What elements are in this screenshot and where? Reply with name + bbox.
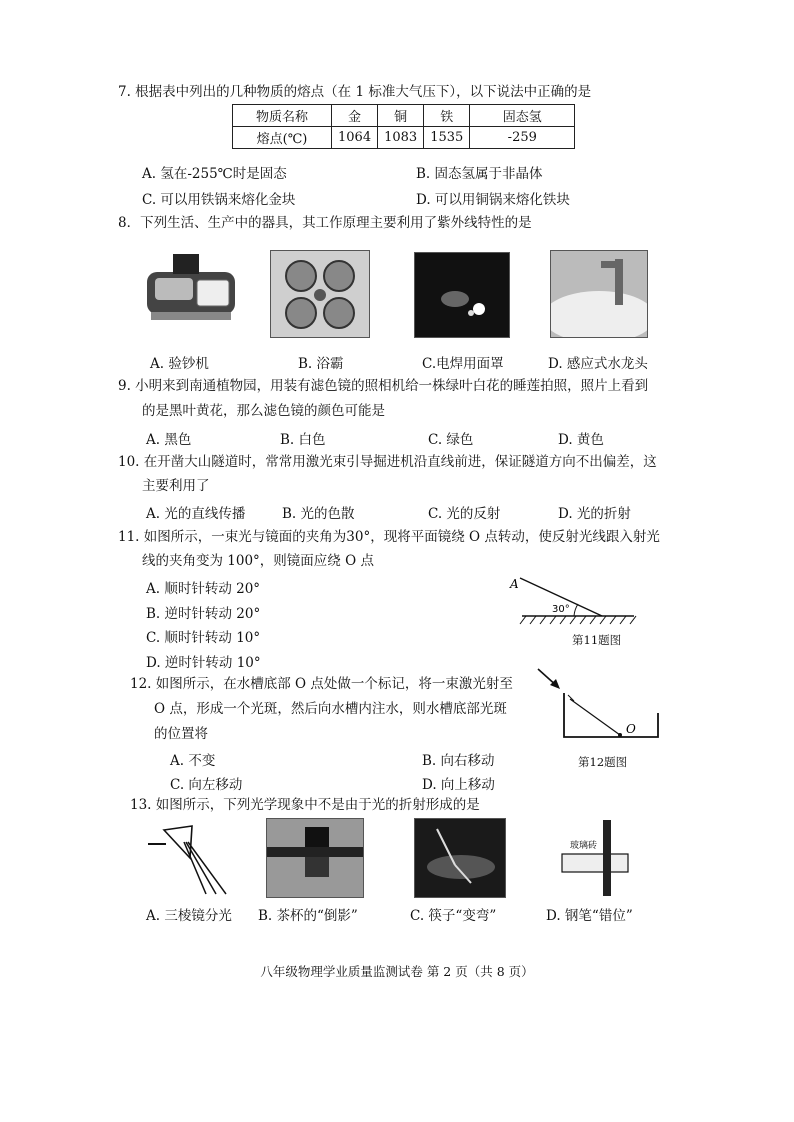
q7-option-b: B. 固态氢属于非晶体 [416, 166, 543, 182]
q10-option-c: C. 光的反射 [428, 506, 501, 522]
q12-option-b: B. 向右移动 [422, 753, 495, 769]
q11-option-c: C. 顺时针转动 10° [146, 630, 261, 646]
q11-option-b: B. 逆时针转动 20° [146, 606, 261, 622]
q7-option-a: A. 氢在-255℃时是固态 [142, 166, 287, 182]
q11-label-angle: 30° [552, 604, 570, 615]
q8-caption-b: B. 浴霸 [298, 356, 344, 372]
q9-option-c: C. 绿色 [428, 432, 474, 448]
q11-line1: 11. 如图所示，一束光与镜面的夹角为30°，现将平面镜绕 O 点转动，使反射光线跟入射光 [118, 529, 660, 545]
table-cell: 1083 [378, 127, 424, 149]
q13-caption-b: B. 茶杯的“倒影” [258, 908, 358, 924]
q9-option-a: A. 黑色 [146, 432, 192, 448]
q12-option-c: C. 向左移动 [170, 777, 243, 793]
banknote-detector-image [137, 250, 245, 334]
q12-line1: 12. 如图所示，在水槽底部 O 点处做一个标记，将一束激光射至 [130, 676, 513, 692]
q12-line3: 的位置将 [154, 726, 208, 742]
table-header-row [233, 105, 575, 127]
q9-line1: 9. 小明来到南通植物园，用装有滤色镜的照相机给一株绿叶白花的睡莲拍照，照片上看到 [118, 378, 649, 394]
table-cell: 物质名称 [233, 105, 332, 127]
prism-dispersion-diagram [146, 818, 242, 898]
q8-caption-d: D. 感应式水龙头 [548, 356, 648, 372]
q10-line1: 10. 在开凿大山隧道时，常常用激光束引导掘进机沿直线前进，保证隧道方向不出偏差，这 [118, 454, 657, 470]
glass-brick-label: 玻璃砖 [570, 841, 598, 851]
q11-figure-caption: 第11题图 [572, 633, 622, 647]
q13-caption-d: D. 钢笔“错位” [546, 908, 633, 924]
faucet-icon [551, 251, 647, 337]
q9-option-d: D. 黄色 [558, 432, 604, 448]
q12-figure-caption: 第12题图 [578, 755, 628, 769]
teacup-icon [267, 819, 363, 897]
q11-label-a: A [510, 577, 519, 591]
q11-option-d: D. 逆时针转动 10° [146, 655, 261, 671]
q12-option-d: D. 向上移动 [422, 777, 495, 793]
welding-spark-icon [415, 253, 509, 337]
q12-label-o: O [626, 722, 636, 736]
welding-mask-image [414, 252, 510, 338]
q11-option-a: A. 顺时针转动 20° [146, 581, 261, 597]
banknote-detector-icon [137, 250, 245, 334]
q10-option-d: D. 光的折射 [558, 506, 631, 522]
table-cell: 铁 [424, 105, 470, 127]
q8-caption-a: A. 验钞机 [150, 356, 209, 372]
pen-glass-brick-diagram [556, 818, 646, 898]
q10-option-b: B. 光的色散 [282, 506, 355, 522]
q12-line2: O 点，形成一个光斑，然后向水槽内注水，则水槽底部光斑 [154, 701, 507, 717]
q7-option-d: D. 可以用铜锅来熔化铁块 [416, 192, 570, 208]
q13-caption-a: A. 三棱镜分光 [146, 908, 232, 924]
table-cell: 1535 [424, 127, 470, 149]
q9-line2: 的是黑叶黄花，那么滤色镜的颜色可能是 [142, 403, 385, 419]
heat-lamp-icon [271, 251, 369, 337]
q8-caption-c: C.电焊用面罩 [422, 356, 504, 372]
table-cell: 铜 [378, 105, 424, 127]
bath-heater-image [270, 250, 370, 338]
table-cell: 金 [332, 105, 378, 127]
table-cell: 1064 [332, 127, 378, 149]
table-cell: -259 [470, 127, 575, 149]
q8-stem: 8．下列生活、生产中的器具，其工作原理主要利用了紫外线特性的是 [118, 215, 532, 231]
q10-option-a: A. 光的直线传播 [146, 506, 246, 522]
table-cell: 固态氢 [470, 105, 575, 127]
q13-stem: 13. 如图所示，下列光学现象中不是由于光的折射形成的是 [130, 797, 480, 813]
bent-chopsticks-image [414, 818, 506, 898]
sensor-faucet-image [550, 250, 648, 338]
page-footer: 八年级物理学业质量监测试卷 第 2 页（共 8 页） [260, 964, 534, 979]
q9-option-b: B. 白色 [280, 432, 326, 448]
teacup-reflection-image [266, 818, 364, 898]
table-cell: 熔点(℃) [233, 127, 332, 149]
q11-line2: 线的夹角变为 100°，则镜面应绕 O 点 [142, 553, 374, 569]
q12-option-a: A. 不变 [170, 753, 216, 769]
q7-option-c: C. 可以用铁锅来熔化金块 [142, 192, 296, 208]
melting-point-table [232, 104, 575, 149]
q10-line2: 主要利用了 [142, 478, 210, 494]
table-row [233, 127, 575, 149]
q12-water-tank-diagram [530, 665, 670, 749]
q13-caption-c: C. 筷子“变弯” [410, 908, 497, 924]
q7-stem: 7. 根据表中列出的几种物质的熔点（在 1 标准大气压下），以下说法中正确的是 [118, 84, 592, 100]
chopstick-icon [415, 819, 505, 897]
